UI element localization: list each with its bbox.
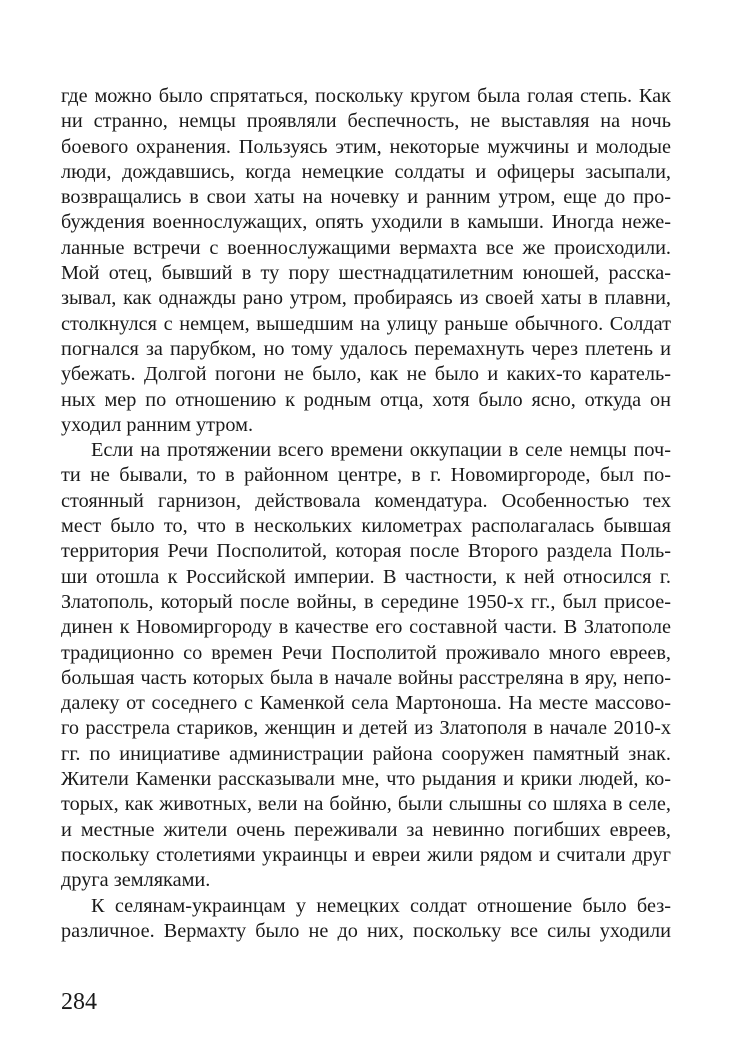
text-line: ланные встречи с военнослужащими вермахта все же происходили. xyxy=(61,236,671,259)
text-line: гг. по инициативе администрации района сооружен памятный знак. xyxy=(61,742,671,765)
text-line: ни странно, немцы проявляли беспечность, не выставляя на ночь xyxy=(61,110,671,133)
text-line: ных мер по отношению к родным отца, хотя было ясно, откуда он xyxy=(61,388,671,411)
text-line: столкнулся с немцем, вышедшим на улицу раньше обычного. Солдат xyxy=(61,312,671,335)
text-line: зывал, как однажды рано утром, пробираясь из своей хаты в плавни, xyxy=(61,287,671,310)
text-line: ти не бывали, то в районном центре, в г. Новомиргороде, был по- xyxy=(61,464,671,487)
text-line: Мой отец, бывший в ту пору шестнадцатилетним юношей, расска- xyxy=(61,262,671,285)
text-line: погнался за парубком, но тому удалось перемахнуть через плетень и xyxy=(61,337,671,360)
paragraph-2 xyxy=(61,438,671,893)
text-line: К селянам-украинцам у немецких солдат отношение было без- xyxy=(91,894,671,917)
text-line: ши отошла к Российской империи. В частности, к ней относился г. xyxy=(61,565,671,588)
text-line: поскольку столетиями украинцы и евреи жили рядом и считали друг xyxy=(61,843,671,866)
page-number: 284 xyxy=(61,989,97,1015)
paragraph-1 xyxy=(61,84,671,438)
text-line: далеку от соседнего с Каменкой села Мартоноша. На месте массово- xyxy=(61,692,671,715)
text-line: буждения военнослужащих, опять уходили в камыши. Иногда неже- xyxy=(61,211,671,234)
text-line: Если на протяжении всего времени оккупации в селе немцы поч- xyxy=(91,439,671,462)
text-line: убежать. Долгой погони не было, как не было и каких-то каратель- xyxy=(61,363,671,386)
text-line: динен к Новомиргороду в качестве его составной части. В Златополе xyxy=(61,616,671,639)
text-line: мест было то, что в нескольких километрах располагалась бывшая xyxy=(61,515,671,538)
text-line: Жители Каменки рассказывали мне, что рыдания и крики людей, ко- xyxy=(61,768,671,791)
text-line: и местные жители очень переживали за невинно погибших евреев, xyxy=(61,818,671,841)
paragraph-3 xyxy=(61,894,671,945)
text-line: уходил ранним утром. xyxy=(61,413,254,436)
text-line: друга земляками. xyxy=(61,869,211,892)
page-body xyxy=(61,84,671,944)
text-line: территория Речи Посполитой, которая после Второго раздела Поль- xyxy=(61,540,671,563)
text-line: большая часть которых была в начале войны расстреляна в яру, непо- xyxy=(61,666,671,689)
text-line: традиционно со времен Речи Посполитой проживало много евреев, xyxy=(61,641,671,664)
text-line: Златополь, который после войны, в середине 1950-х гг., был присое- xyxy=(61,590,671,613)
text-line: стоянный гарнизон, действовала комендатура. Особенностью тех xyxy=(61,489,671,512)
text-line: где можно было спрятаться, поскольку кругом была голая степь. Как xyxy=(61,85,671,107)
text-line: различное. Вермахту было не до них, поскольку все силы уходили xyxy=(61,919,671,942)
text-line: торых, как животных, вели на бойню, были слышны со шляха в селе, xyxy=(61,793,671,816)
text-line: боевого охранения. Пользуясь этим, некоторые мужчины и молодые xyxy=(61,135,671,158)
text-line: люди, дождавшись, когда немецкие солдаты и офицеры засыпали, xyxy=(61,160,671,183)
text-line: го расстрела стариков, женщин и детей из Златополя в начале 2010-х xyxy=(61,717,671,740)
text-line: возвращались в свои хаты на ночевку и ранним утром, еще до про- xyxy=(61,186,671,209)
